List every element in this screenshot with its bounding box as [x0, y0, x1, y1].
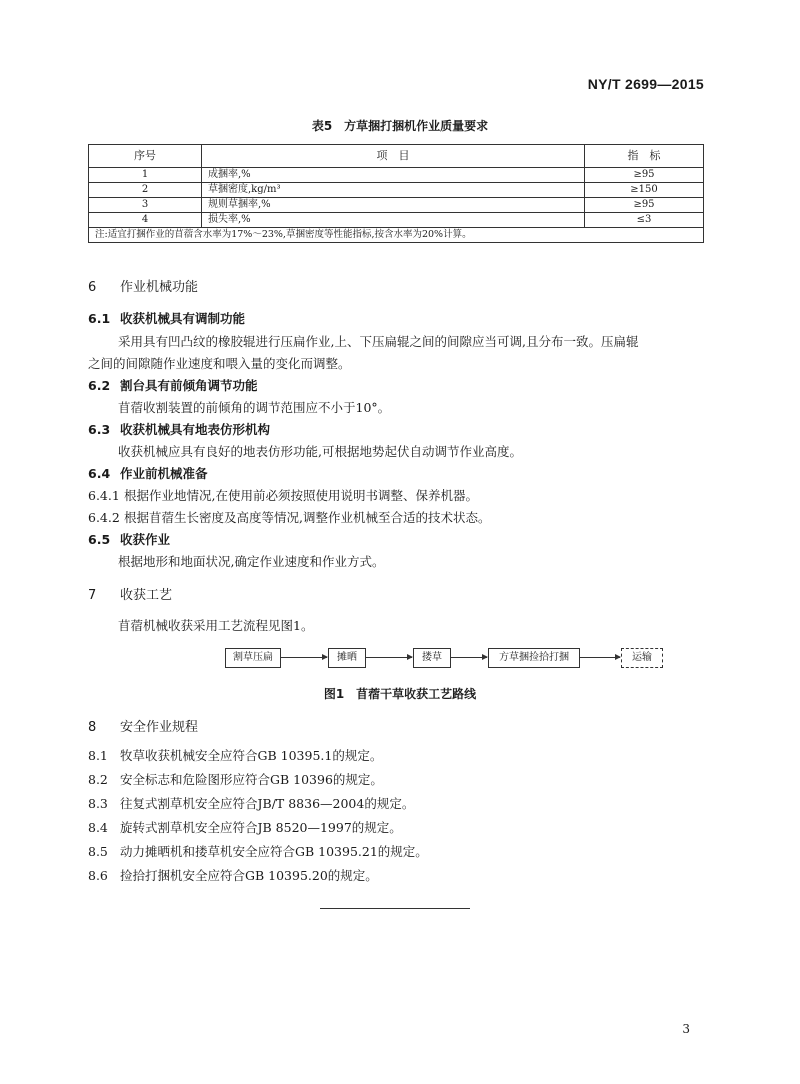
subsection-6-1-heading	[88, 309, 245, 327]
flow-step-transport: 运输	[621, 648, 663, 668]
cell-seq: 3	[89, 198, 202, 213]
paragraph: 根据地形和地面状况,确定作业速度和作业方式。	[118, 554, 385, 569]
clause-8-6	[88, 866, 378, 884]
cell-indicator: ≥95	[585, 168, 704, 183]
cell-indicator: ≥95	[585, 198, 704, 213]
clause-text: 根据作业地情况,在使用前必须按照使用说明书调整、保养机器。	[124, 488, 478, 503]
flow-arrow	[580, 657, 620, 658]
section-title: 作业机械功能	[120, 280, 199, 295]
clause-8-2	[88, 770, 383, 788]
clause-6-4-1	[88, 486, 478, 504]
cell-item: 规则草捆率,%	[202, 198, 585, 213]
header-item: 项 目	[202, 145, 585, 168]
subsection-number: 6.3	[88, 422, 111, 437]
subsection-number: 6.2	[88, 378, 111, 393]
section-number: 6	[88, 280, 97, 295]
clause-8-3	[88, 794, 414, 812]
cell-indicator: ≥150	[585, 183, 704, 198]
table-note-row	[89, 228, 704, 243]
flow-step-bale: 方草捆捡拾打捆	[488, 648, 580, 668]
subsection-title: 收获机械具有地表仿形机构	[120, 422, 271, 437]
table-row	[89, 213, 704, 228]
cell-item: 草捆密度,kg/m³	[202, 183, 585, 198]
cell-seq: 1	[89, 168, 202, 183]
paragraph: 收获机械应具有良好的地表仿形功能,可根据地势起伏自动调节作业高度。	[118, 444, 522, 459]
table-row	[89, 198, 704, 213]
paragraph: 苜蓿收割装置的前倾角的调节范围应不小于10°。	[118, 400, 391, 415]
clause-8-4	[88, 818, 402, 836]
clause-text: 往复式割草机安全应符合JB/T 8836—2004的规定。	[120, 796, 415, 811]
subsection-number: 6.5	[88, 532, 111, 547]
clause-text: 动力摊晒机和搂草机安全应符合GB 10395.21的规定。	[120, 844, 428, 859]
flow-arrow	[281, 657, 327, 658]
clause-6-4-2	[88, 508, 490, 526]
clause-text: 旋转式割草机安全应符合JB 8520—1997的规定。	[120, 820, 402, 835]
clause-text: 捡拾打捆机安全应符合GB 10395.20的规定。	[120, 868, 378, 883]
flow-arrow	[366, 657, 412, 658]
table-header-row	[89, 145, 704, 168]
header-seq: 序号	[89, 145, 202, 168]
flow-step-cut-condition: 割草压扁	[225, 648, 281, 668]
standard-number: NY/T 2699—2015	[587, 76, 704, 92]
quality-requirements-table	[88, 144, 704, 243]
subsection-number: 6.4	[88, 466, 111, 481]
header-indicator: 指 标	[585, 145, 704, 168]
section-number: 7	[88, 588, 97, 603]
cell-seq: 4	[89, 213, 202, 228]
subsection-number: 6.1	[88, 311, 111, 326]
end-rule	[320, 908, 470, 909]
section-title: 收获工艺	[120, 588, 173, 603]
clause-number: 8.3	[88, 796, 108, 811]
flow-step-rake: 搂草	[413, 648, 451, 668]
clause-text: 牧草收获机械安全应符合GB 10395.1的规定。	[120, 748, 383, 763]
clause-number: 8.4	[88, 820, 108, 835]
table-row	[89, 183, 704, 198]
subsection-title: 作业前机械准备	[120, 466, 208, 481]
clause-number: 8.1	[88, 748, 108, 763]
clause-number: 8.5	[88, 844, 108, 859]
cell-item: 损失率,%	[202, 213, 585, 228]
flow-arrow	[451, 657, 487, 658]
paragraph: 苜蓿机械收获采用工艺流程见图1。	[118, 618, 314, 633]
cell-indicator: ≤3	[585, 213, 704, 228]
subsection-title: 收获机械具有调制功能	[120, 311, 246, 326]
table-caption: 表5 方草捆打捆机作业质量要求	[311, 119, 489, 133]
subsection-title: 割台具有前倾角调节功能	[120, 378, 258, 393]
table-row	[89, 168, 704, 183]
clause-number: 8.6	[88, 868, 108, 883]
subsection-6-3-heading	[88, 420, 270, 438]
subsection-6-2-heading	[88, 376, 258, 394]
clause-number: 8.2	[88, 772, 108, 787]
clause-8-5	[88, 842, 428, 860]
cell-seq: 2	[89, 183, 202, 198]
cell-item: 成捆率,%	[202, 168, 585, 183]
section-7-heading	[88, 584, 172, 603]
clause-text: 安全标志和危险图形应符合GB 10396的规定。	[120, 772, 383, 787]
clause-8-1	[88, 746, 382, 764]
section-number: 8	[88, 720, 97, 735]
flow-step-ted: 摊晒	[328, 648, 366, 668]
page-number: 3	[682, 1022, 690, 1036]
clause-number: 6.4.2	[88, 510, 120, 525]
figure-caption: 图1 苜蓿干草收获工艺路线	[323, 687, 477, 701]
paragraph: 之间的间隙随作业速度和喂入量的变化而调整。	[88, 356, 351, 371]
section-6-heading	[88, 276, 198, 295]
subsection-title: 收获作业	[120, 532, 171, 547]
section-8-heading	[88, 716, 198, 735]
clause-text: 根据苜蓿生长密度及高度等情况,调整作业机械至合适的技术状态。	[124, 510, 491, 525]
subsection-6-4-heading	[88, 464, 208, 482]
subsection-6-5-heading	[88, 530, 170, 548]
section-title: 安全作业规程	[120, 720, 199, 735]
paragraph: 采用具有凹凸纹的橡胶辊进行压扁作业,上、下压扁辊之间的间隙应当可调,且分布一致。压扁辊	[118, 334, 639, 349]
table-note: 注:适宜打捆作业的苜蓿含水率为17%～23%,草捆密度等性能指标,按含水率为20%计算。	[89, 228, 704, 243]
clause-number: 6.4.1	[88, 488, 120, 503]
